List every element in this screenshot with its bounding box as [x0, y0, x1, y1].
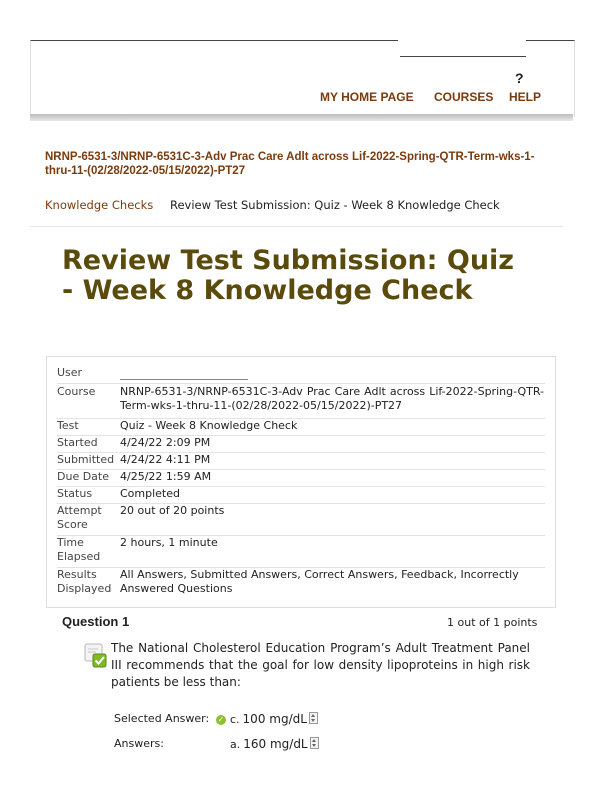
answer-option-value: 160 mg/dL: [243, 737, 308, 751]
question-text: The National Cholesterol Education Program’s Adult Treatment Panel III recommends that the goal for low density lipoproteins in high risk patients be less than:: [111, 641, 530, 689]
detail-value: 2 hours, 1 minute: [120, 536, 218, 549]
detail-row-time-elapsed: [57, 536, 545, 568]
breadcrumb-knowledge-checks[interactable]: Knowledge Checks: [45, 198, 154, 212]
breadcrumb-current: Review Test Submission: Quiz - Week 8 Knowledge Check: [170, 198, 500, 212]
detail-row-due-date: [57, 470, 545, 487]
detail-row-submitted: [57, 453, 545, 470]
detail-value: 4/25/22 1:59 AM: [120, 470, 212, 483]
detail-label: Submitted: [57, 453, 115, 466]
header-frame: [30, 40, 575, 117]
detail-row-attempt-score: [57, 504, 545, 536]
detail-row-status: [57, 487, 545, 504]
selected-answer-letter: c.: [230, 713, 240, 726]
selected-answer-value: 100 mg/dL: [242, 712, 307, 726]
detail-value: All Answers, Submitted Answers, Correct Answers, Feedback, Incorrectly Answered Questions: [120, 568, 519, 595]
header-bar: [30, 114, 573, 121]
header-gap: [398, 38, 526, 42]
nav-courses[interactable]: COURSES: [434, 90, 494, 104]
answer-option-letter: a.: [230, 738, 241, 751]
detail-label: Time Elapsed: [57, 536, 101, 563]
detail-value: 4/24/22 4:11 PM: [120, 453, 211, 466]
header-divider: [400, 56, 526, 57]
page-title: Review Test Submission: Quiz - Week 8 Knowledge Check: [62, 245, 515, 306]
detail-label: Status: [57, 487, 93, 500]
stepper-icon: [309, 712, 318, 724]
detail-label: Started: [57, 436, 98, 449]
detail-value: NRNP-6531-3/NRNP-6531C-3-Adv Prac Care Adlt across Lif-2022-Spring-QTR-Term-wks-1-thru-11-(02/28/2022-05/15/2022)-PT27: [120, 385, 544, 412]
selected-answer-label: Selected Answer:: [114, 712, 210, 725]
detail-label: User: [57, 366, 83, 379]
correct-answer-icon: [84, 643, 108, 669]
question-title: Question 1: [62, 614, 130, 629]
answer-option: [230, 737, 319, 751]
detail-value: Quiz - Week 8 Knowledge Check: [120, 419, 298, 432]
detail-value: 4/24/22 2:09 PM: [120, 436, 211, 449]
help-icon[interactable]: ?: [515, 70, 524, 86]
detail-label: Results Displayed: [57, 568, 112, 595]
selected-answer: [216, 712, 318, 726]
correct-check-icon: ✓: [217, 715, 225, 724]
user-name-line: [120, 379, 248, 380]
detail-value: Completed: [120, 487, 180, 500]
detail-label: Course: [57, 385, 96, 398]
answers-label: Answers:: [114, 737, 164, 750]
nav-my-home-page[interactable]: MY HOME PAGE: [320, 90, 414, 104]
detail-row-user: [57, 366, 545, 384]
detail-value: 20 out of 20 points: [120, 504, 225, 517]
detail-row-started: [57, 436, 545, 453]
detail-row-course: [57, 385, 545, 419]
question-points: 1 out of 1 points: [447, 616, 538, 629]
detail-row-test: [57, 419, 545, 436]
course-title[interactable]: NRNP-6531-3/NRNP-6531C-3-Adv Prac Care Adlt across Lif-2022-Spring-QTR-Term-wks-1-thru-11-(02/28/2022-05/15/2022)-PT27: [45, 151, 535, 177]
stepper-icon: [310, 737, 319, 749]
breadcrumb: [30, 192, 563, 227]
detail-label: Due Date: [57, 470, 109, 483]
submission-details: [46, 356, 556, 608]
detail-row-results-displayed: [57, 568, 545, 600]
nav-help[interactable]: HELP: [509, 90, 542, 104]
detail-label: Test: [57, 419, 79, 432]
detail-label: Attempt Score: [57, 504, 102, 531]
